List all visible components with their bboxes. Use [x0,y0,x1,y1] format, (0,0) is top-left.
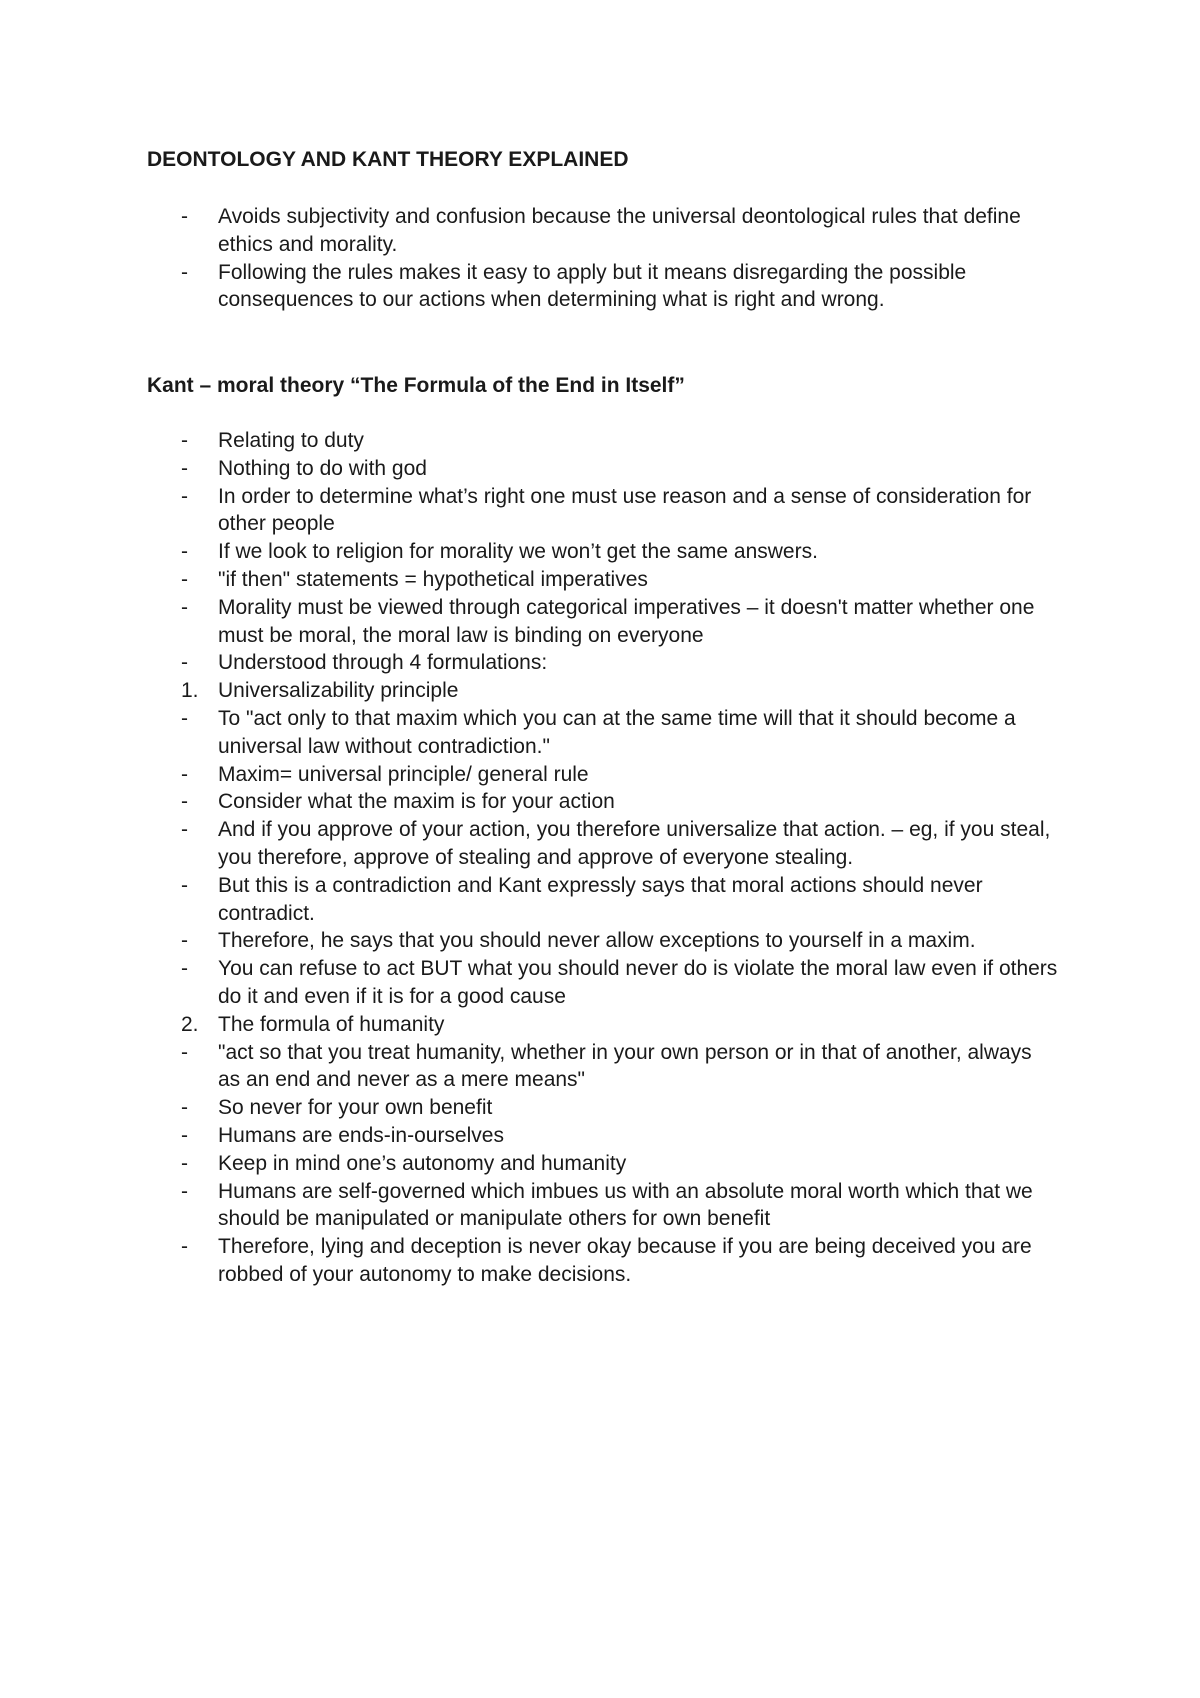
document-title: DEONTOLOGY AND KANT THEORY EXPLAINED [147,148,629,171]
intro-list [0,203,1200,314]
list-item [0,705,1200,761]
list-item-text: But this is a contradiction and Kant expressly says that moral actions should never contradict. [218,873,983,925]
list-item-text: Morality must be viewed through categorical imperatives – it doesn't matter whether one must be moral, the moral law is binding on everyone [218,595,1035,647]
list-item [0,788,1200,816]
bullet-dash: - [181,1235,188,1259]
list-item-text: And if you approve of your action, you therefore universalize that action. – eg, if you steal, you therefore, approve of stealing and approve of everyone stealing. [218,818,1051,869]
list-item [0,455,1200,483]
list-item [0,872,1200,928]
list-item [0,649,1200,677]
list-item [0,1150,1200,1178]
list-item-text: Following the rules makes it easy to apply but it means disregarding the possible consequences to our actions when determining what is right and wrong. [218,260,967,312]
bullet-dash: - [181,873,188,897]
list-item [0,1039,1200,1095]
list-item [0,483,1200,539]
list-item-text: "act so that you treat humanity, whether in your own person or in that of another, always as an end and never as a mere means" [218,1040,1032,1092]
list-item [0,427,1200,455]
list-item-text: So never for your own benefit [218,1096,493,1120]
list-item-text: Consider what the maxim is for your action [218,790,615,814]
bullet-dash: - [181,456,188,480]
bullet-dash: - [181,1096,188,1120]
list-item-text: To "act only to that maxim which you can at the same time will that it should become a universal law without contradiction." [218,706,1016,758]
list-number: 1. [181,679,199,703]
list-item-text: Humans are self-governed which imbues us with an absolute moral worth which that we should be manipulated or manipulate others for own benefit [218,1179,1033,1231]
bullet-dash: - [181,1123,188,1147]
list-item [0,761,1200,789]
list-item-text: Maxim= universal principle/ general rule [218,762,589,786]
list-item [0,1233,1200,1289]
list-item [0,594,1200,650]
bullet-dash: - [181,651,188,675]
list-item-text: Therefore, lying and deception is never okay because if you are being deceived you are robbed of your autonomy to make decisions. [218,1235,1032,1286]
list-item [0,677,1200,705]
list-item-text: You can refuse to act BUT what you should never do is violate the moral law even if others do it and even if it is for a good cause [218,957,1058,1008]
list-item [0,1122,1200,1150]
list-item-text: In order to determine what’s right one must use reason and a sense of consideration for other people [218,484,1032,536]
list-item-text: Relating to duty [218,429,364,452]
list-item [0,816,1200,872]
bullet-dash: - [181,567,188,591]
bullet-dash: - [181,929,188,953]
list-item-text: Understood through 4 formulations: [218,651,548,675]
bullet-dash: - [181,706,188,730]
bullet-dash: - [181,595,188,619]
list-item-text: Keep in mind one’s autonomy and humanity [218,1151,627,1175]
bullet-dash: - [181,1040,188,1064]
list-item-text: The formula of humanity [218,1012,445,1036]
list-item-text: Universalizability principle [218,679,459,703]
list-item-text: Avoids subjectivity and confusion because the universal deontological rules that define ethics and morality. [218,205,1021,256]
bullet-dash: - [181,429,188,452]
bullet-dash: - [181,762,188,786]
list-item-text: If we look to religion for morality we won’t get the same answers. [218,540,818,564]
bullet-dash: - [181,260,188,284]
list-item [0,538,1200,566]
list-item [0,566,1200,594]
bullet-dash: - [181,818,188,842]
bullet-dash: - [181,205,188,228]
list-item [0,927,1200,955]
bullet-dash: - [181,484,188,508]
list-item [0,203,1200,259]
section-heading: Kant – moral theory “The Formula of the End in Itself” [147,374,685,397]
bullet-dash: - [181,790,188,814]
list-item-text: Humans are ends-in-ourselves [218,1123,504,1147]
bullet-dash: - [181,540,188,564]
bullet-dash: - [181,1179,188,1203]
list-item [0,1178,1200,1234]
list-item-text: Nothing to do with god [218,456,427,480]
bullet-dash: - [181,1151,188,1175]
bullet-dash: - [181,957,188,981]
list-item [0,1011,1200,1039]
kant-list [0,427,1200,1289]
list-item-text: "if then" statements = hypothetical imperatives [218,567,648,591]
list-number: 2. [181,1012,199,1036]
list-item [0,1094,1200,1122]
list-item [0,259,1200,315]
list-item-text: Therefore, he says that you should never allow exceptions to yourself in a maxim. [218,929,976,953]
list-item [0,955,1200,1011]
